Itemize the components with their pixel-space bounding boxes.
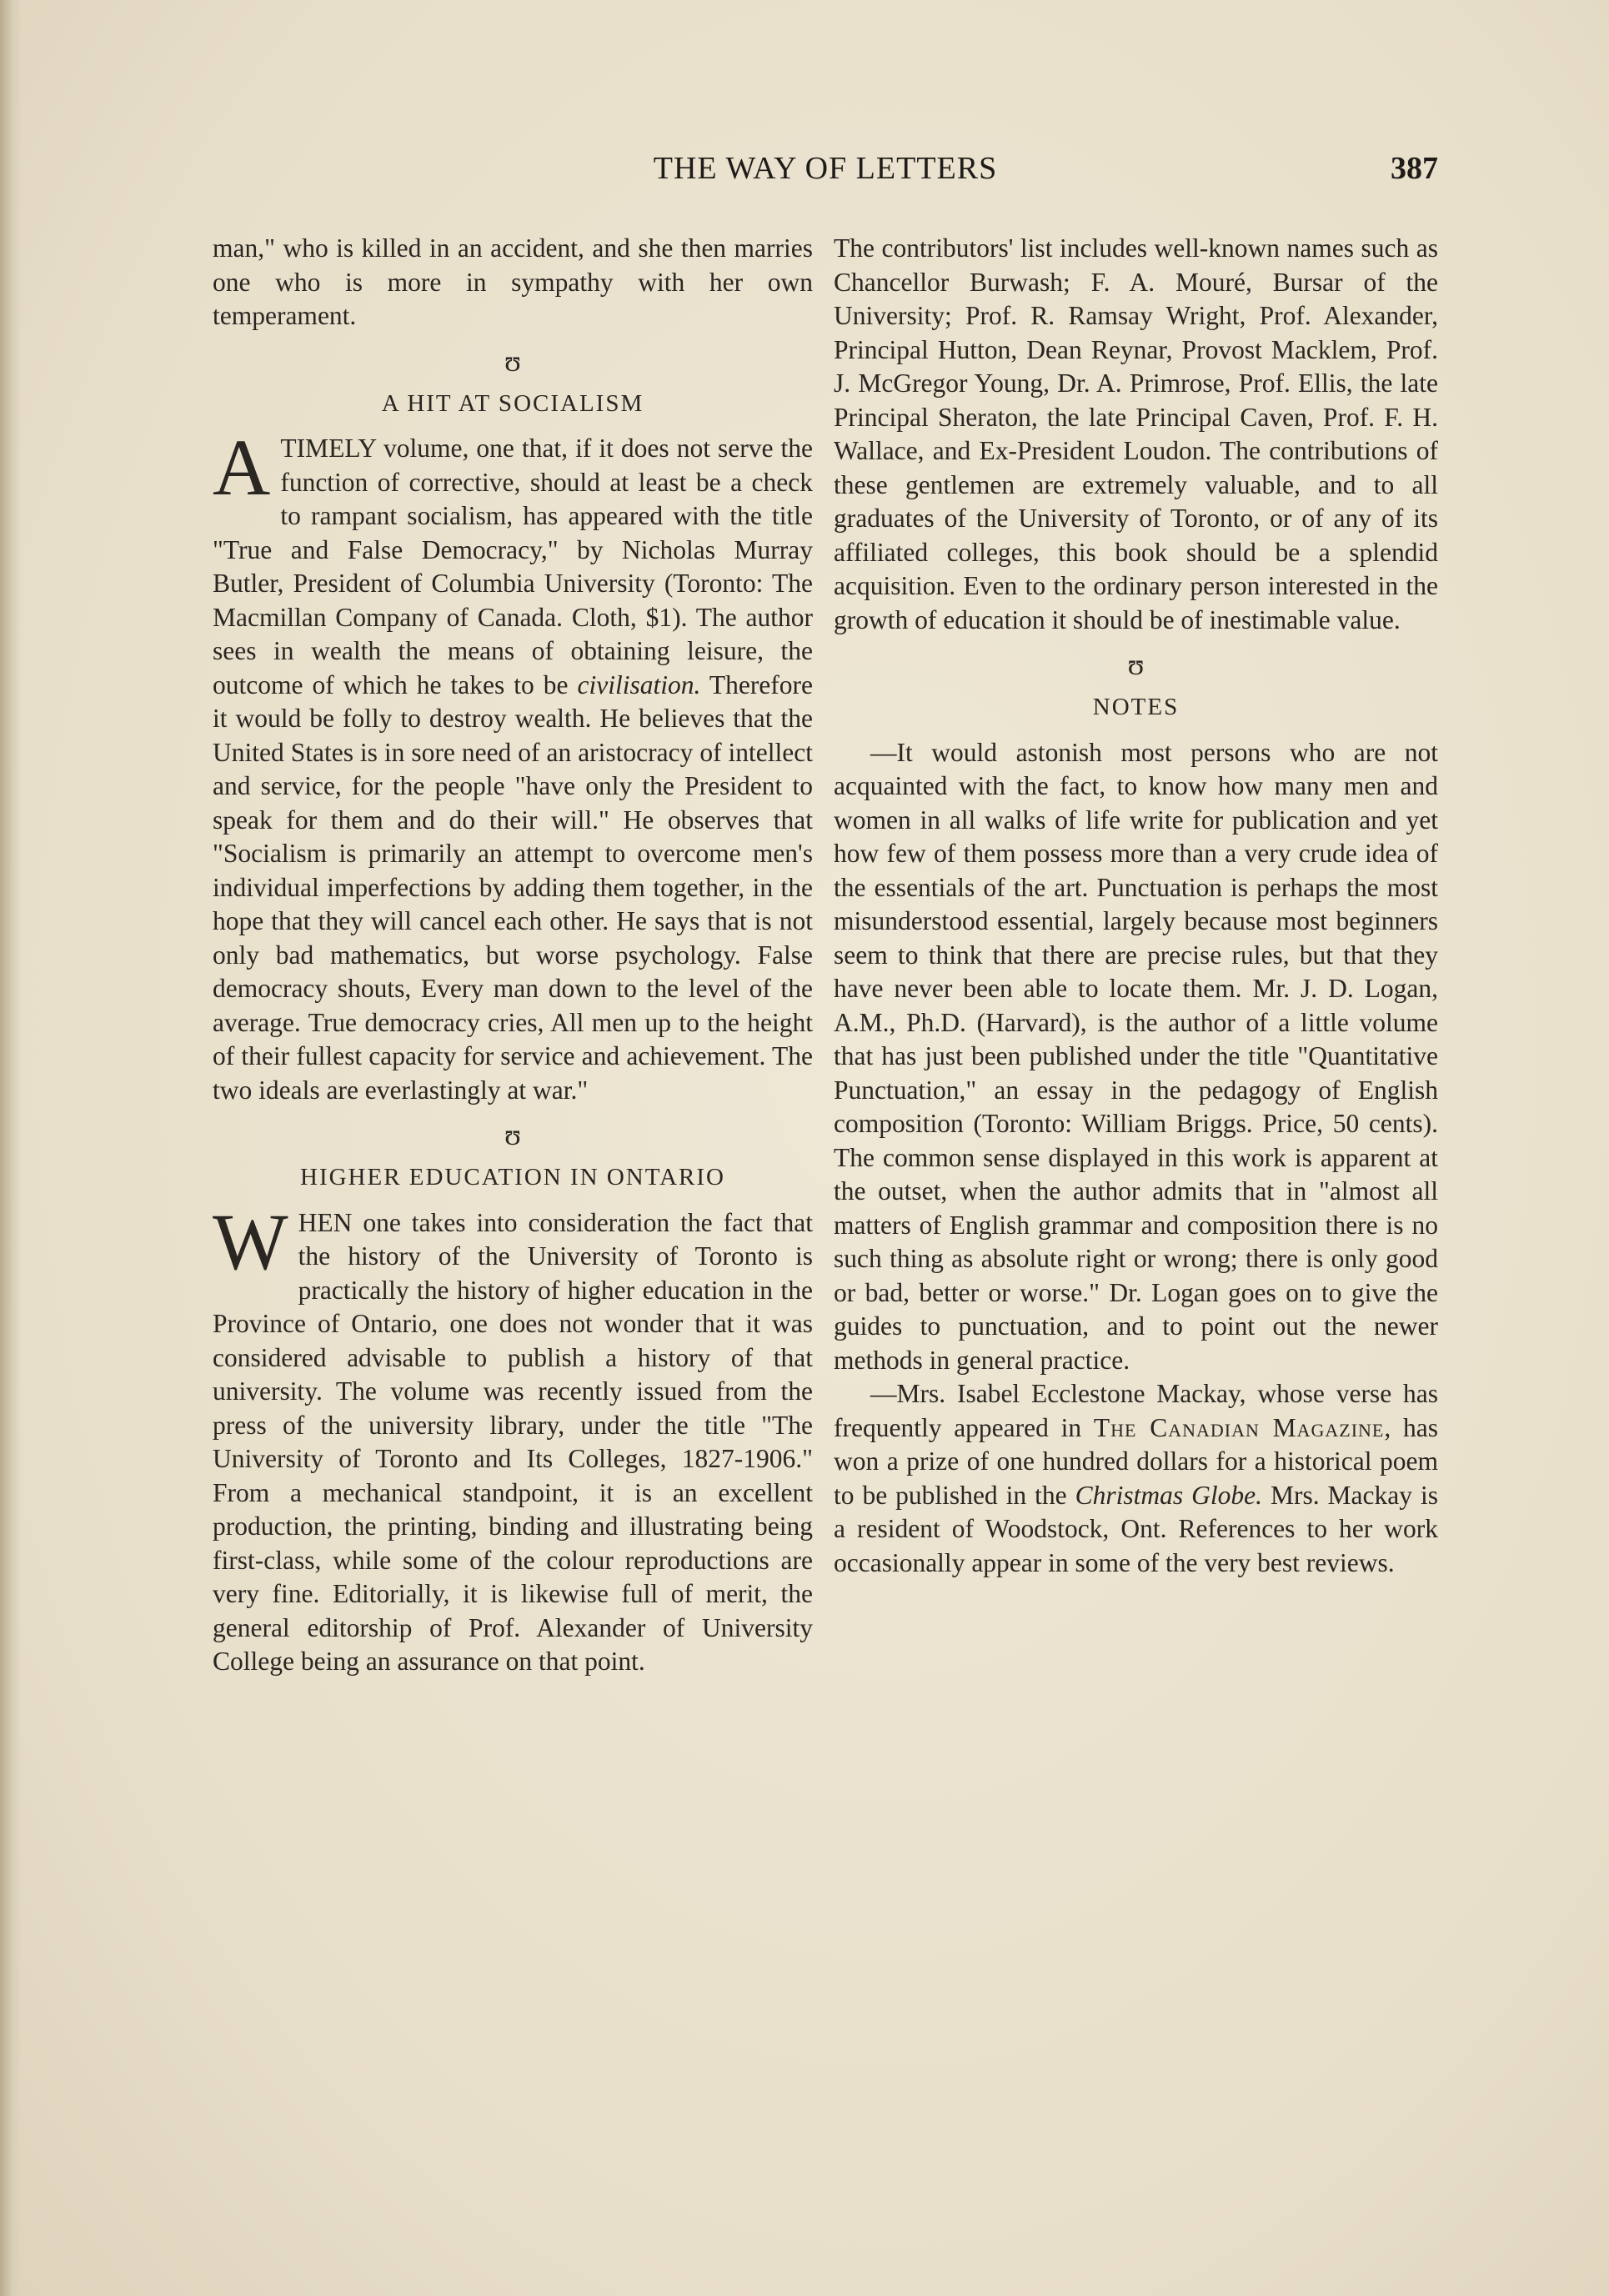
continuation-paragraph: man," who is killed in an accident, and she then marries one who is more in sympathy with her own temperament.	[213, 233, 813, 330]
magazine-title: The Canadian Magazine	[1093, 1412, 1385, 1442]
note-text: , has won a prize of one hundred dollars for a historical poem to be published in the	[834, 1412, 1438, 1510]
left-column	[213, 232, 813, 1679]
note-paragraph-mackay	[834, 1377, 1438, 1580]
right-column	[834, 232, 1438, 1580]
article-text: ATIMELY volume, one that, if it does not serve the function of corrective, should at least be a check to rampant socialism, has appeared with the title "True and False Democracy," by Nicholas Murray Butler, President of Columbia University (Toronto: The Macmillan Company of Canada. Cloth, $1). The author sees in wealth the means of obtaining leisure, the outcome of which he takes to be	[213, 423, 813, 699]
italic-term: civilisation.	[577, 669, 701, 699]
article-paragraph-socialism	[213, 423, 813, 1107]
newspaper-title: Christmas Globe.	[1075, 1480, 1262, 1510]
page-number: 387	[1391, 151, 1438, 186]
section-heading-socialism: A HIT AT SOCIALISM	[381, 389, 644, 417]
section-heading-higher-education: HIGHER EDUCATION IN ONTARIO	[300, 1164, 725, 1191]
article-text-rest: Therefore it would be folly to destroy wealth. He believes that the United States is in sore need of an aristocracy of intellect and service, for the people "have only the President to speak for them and do their will." He observes that "Socialism is primarily an attempt to overcome men's individual imperfections by adding them together, in the hope that they will cancel each other. He says that is not only bad mathematics, but worse psychology. False democracy shouts, Every man down to the level of the average. True democracy cries, All men up to the height of their fullest capacity for service and achievement. The two ideals are everlastingly at war."	[213, 669, 813, 1105]
note-paragraph-punctuation: —It would astonish most persons who are not acquainted with the fact, to know how many men and women in all walks of life write for publication and yet how few of them possess more than a very crude idea of the essentials of the art. Punctuation is perhaps the most misunderstood essential, largely because most beginners seem to think that there are precise rules, but that they have never been able to locate them. Mr. J. D. Logan, A.M., Ph.D. (Harvard), is the author of a little volume that has just been published under the title "Quantitative Punctuation," an essay in the pedagogy of English composition (Toronto: William Briggs. Price, 50 cents). The common sense displayed in this work is apparent at the outset, when the author admits that in "almost all matters of English grammar and composition there is no such thing as absolute right or wrong; there is only good or bad, better or worse." Dr. Logan goes on to give the guides to punctuation, and to point out the newer methods in general practice.	[834, 737, 1438, 1375]
note-text: —Mrs. Isabel Ecclestone Mackay, whose verse has frequently appeared in	[834, 1379, 1438, 1442]
page-header	[213, 150, 1438, 200]
section-ornament-icon: ʊ	[504, 343, 521, 378]
note-text: Mrs. Mackay is a resident of Woodstock, Ont. References to her work occasionally appear in some of the very best reviews.	[834, 1480, 1438, 1577]
continuation-paragraph: The contributors' list includes well-known names such as Chancellor Burwash; F. A. Mouré, Bursar of the University; Prof. R. Ramsay Wright, Prof. Alexander, Principal Hutton, Dean Reynar, Provost Macklem, Prof. J. McGregor Young, Dr. A. Primrose, Prof. Ellis, the late Principal Sheraton, the late Principal Caven, Prof. F. H. Wallace, and Ex-President Loudon. The contributions of these gentlemen are extremely valuable, and to all graduates of the University of Toronto, or of any of its affiliated colleges, this book should be a splendid acquisition. Even to the ordinary person interested in the growth of education it should be of inestimable value.	[834, 233, 1438, 634]
section-heading-notes: NOTES	[1092, 694, 1180, 720]
section-ornament-icon: ʊ	[1127, 648, 1145, 681]
article-paragraph-higher-education: WHEN one takes into consideration the fact that the history of the University of Toronto is practically the history of higher education in the Province of Ontario, one does not wonder that it was considered advisable to publish a history of that university. The volume was recently issued from the press of the university library, under the title "The University of Toronto and Its Colleges, 1827-1906." From a mechanical standpoint, it is an excellent production, the printing, binding and illustrating being first-class, while some of the colour reproductions are very fine. Editorially, it is likewise full of merit, the general editorship of Prof. Alexander of University College being an assurance on that point.	[213, 1196, 813, 1676]
section-ornament-icon: ʊ	[504, 1118, 521, 1151]
running-title: THE WAY OF LETTERS	[653, 151, 998, 186]
page-binding-edge	[0, 0, 22, 2296]
